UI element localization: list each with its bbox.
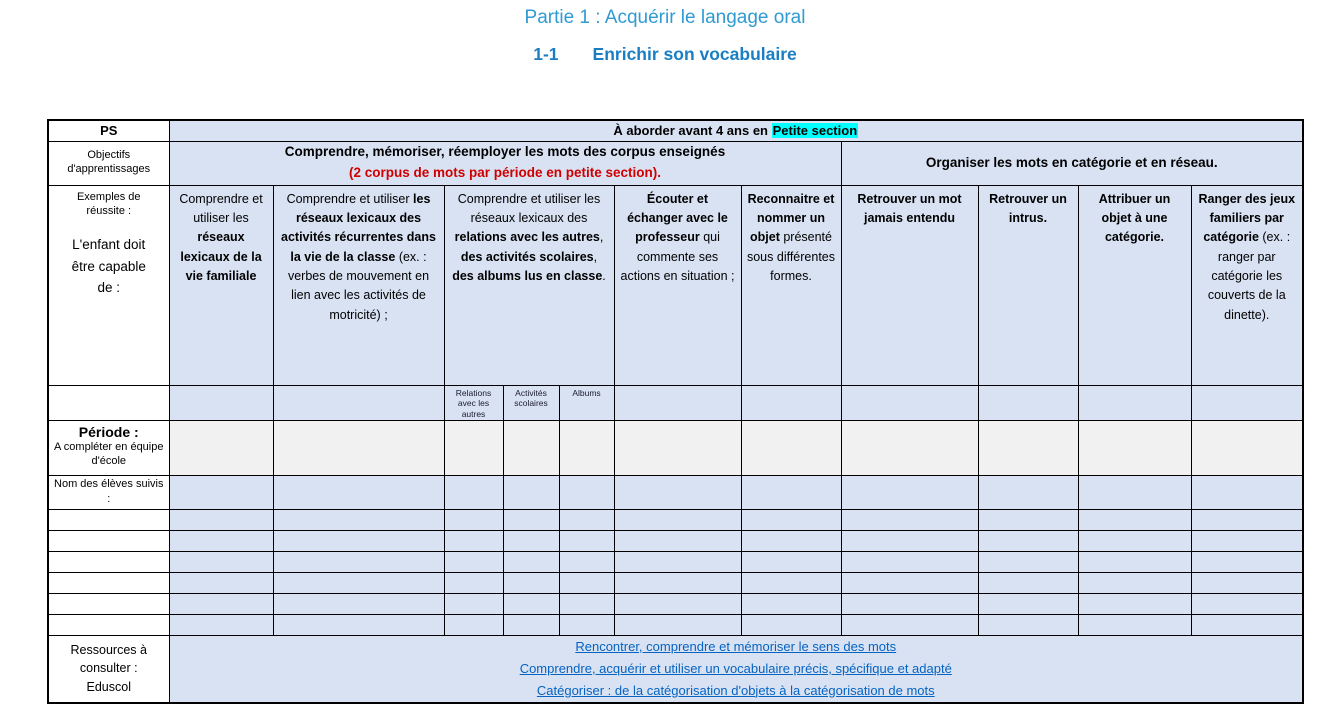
- data-input-cell[interactable]: [614, 614, 741, 635]
- data-input-cell[interactable]: [741, 530, 841, 551]
- petite-section-highlight: Petite section: [772, 123, 858, 139]
- eleves-input-cell[interactable]: [1191, 475, 1303, 509]
- data-input-cell[interactable]: [503, 530, 559, 551]
- corpus-note-red: (2 corpus de mots par période en petite section).: [348, 165, 662, 180]
- periode-label: Période :: [78, 423, 139, 440]
- periode-input-cell[interactable]: [1078, 420, 1191, 475]
- eduscol-links-cell: [169, 635, 1303, 703]
- empty-cell: [614, 385, 741, 420]
- skill-text: (ex. : verbes de mouvement en lien avec les activités de motricité) ;: [287, 249, 430, 322]
- exemples-main-label: L'enfant doit être capable de :: [71, 237, 146, 296]
- data-input-cell[interactable]: [559, 572, 614, 593]
- data-input-cell[interactable]: [978, 509, 1078, 530]
- data-row: [48, 530, 1303, 551]
- eleves-input-cell[interactable]: [503, 475, 559, 509]
- exemples-intro: Exemples de réussite :: [76, 190, 141, 217]
- eleves-input-cell[interactable]: [978, 475, 1078, 509]
- exemples-label-cell: [48, 185, 169, 385]
- empty-cell: [48, 551, 169, 572]
- skill-text-bold: des activités scolaires: [460, 249, 594, 264]
- data-input-cell[interactable]: [273, 572, 444, 593]
- empty-cell: [273, 385, 444, 420]
- subheader-albums-cell: Albums: [559, 385, 614, 420]
- data-input-cell[interactable]: [614, 509, 741, 530]
- data-row: [48, 614, 1303, 635]
- page-title: Partie 1 : Acquérir le langage oral: [524, 7, 806, 28]
- data-input-cell[interactable]: [1191, 593, 1303, 614]
- data-input-cell[interactable]: [978, 572, 1078, 593]
- periode-input-cell[interactable]: [169, 420, 273, 475]
- data-input-cell[interactable]: [559, 509, 614, 530]
- data-input-cell[interactable]: [1191, 572, 1303, 593]
- data-input-cell[interactable]: [559, 614, 614, 635]
- data-input-cell[interactable]: [741, 614, 841, 635]
- data-input-cell[interactable]: [614, 572, 741, 593]
- periode-input-cell[interactable]: [741, 420, 841, 475]
- periode-label-cell: [48, 420, 169, 475]
- data-input-cell[interactable]: [841, 551, 978, 572]
- data-row: [48, 551, 1303, 572]
- eleves-input-cell[interactable]: [169, 475, 273, 509]
- exemples-row: [48, 185, 1303, 385]
- data-input-cell[interactable]: [741, 509, 841, 530]
- skill-cell-vie-familiale: [169, 185, 273, 385]
- data-input-cell[interactable]: [503, 593, 559, 614]
- skill-text-bold: Reconnaitre et nommer un objet: [747, 191, 835, 245]
- empty-cell: [48, 572, 169, 593]
- eleves-input-cell[interactable]: [559, 475, 614, 509]
- data-input-cell[interactable]: [741, 551, 841, 572]
- data-input-cell[interactable]: [614, 593, 741, 614]
- eleves-label-cell: Nom des élèves suivis :: [48, 475, 169, 509]
- skill-text-bold: des albums lus en classe: [452, 269, 603, 283]
- corpus-header-cell: [169, 141, 841, 185]
- eduscol-link-comprendre[interactable]: Comprendre, acquérir et utiliser un vocabulaire précis, spécifique et adapté: [519, 660, 952, 676]
- data-input-cell[interactable]: [169, 572, 273, 593]
- data-row: [48, 509, 1303, 530]
- ressources-label-cell: [48, 635, 169, 703]
- skill-cell-retrouver-mot: [841, 185, 978, 385]
- skill-text: Comprendre et utiliser les réseaux lexicaux des: [457, 191, 601, 225]
- data-row: [48, 593, 1303, 614]
- skill-text-bold: Écouter et échanger avec le professeur: [627, 191, 728, 245]
- data-input-cell[interactable]: [741, 593, 841, 614]
- skill-cell-retrouver-intrus: [978, 185, 1078, 385]
- eleves-input-cell[interactable]: [1078, 475, 1191, 509]
- data-input-cell[interactable]: [503, 551, 559, 572]
- periode-input-cell[interactable]: [614, 420, 741, 475]
- data-input-cell[interactable]: [1191, 551, 1303, 572]
- data-input-cell[interactable]: [841, 572, 978, 593]
- empty-cell: [48, 385, 169, 420]
- subheader-relations-cell: Relations avec les autres: [444, 385, 503, 420]
- empty-cell: [1078, 385, 1191, 420]
- ps-cell: PS: [48, 120, 169, 141]
- eduscol-link-categoriser[interactable]: Catégoriser : de la catégorisation d'objets à la catégorisation de mots: [536, 682, 935, 698]
- skill-text: présenté sous différentes formes.: [746, 230, 836, 283]
- organiser-header-cell: Organiser les mots en catégorie et en réseau.: [841, 141, 1303, 185]
- data-input-cell[interactable]: [1078, 551, 1191, 572]
- skill-text: (ex. : ranger par catégorie les couverts de la dinette).: [1207, 230, 1291, 322]
- data-input-cell[interactable]: [503, 572, 559, 593]
- data-input-cell[interactable]: [1078, 593, 1191, 614]
- periode-input-cell[interactable]: [559, 420, 614, 475]
- data-input-cell[interactable]: [978, 551, 1078, 572]
- data-input-cell[interactable]: [978, 530, 1078, 551]
- empty-cell: [169, 385, 273, 420]
- subheader-activites-cell: Activités scolaires: [503, 385, 559, 420]
- data-input-cell[interactable]: [444, 551, 503, 572]
- data-input-cell[interactable]: [169, 530, 273, 551]
- data-input-cell[interactable]: [614, 551, 741, 572]
- skill-text: Comprendre et utiliser les: [179, 191, 263, 225]
- periode-sublabel: A compléter en équipe d'école: [54, 440, 164, 467]
- data-input-cell[interactable]: [1078, 530, 1191, 551]
- empty-cell: [1191, 385, 1303, 420]
- skill-text-bold: Ranger des jeux familiers par catégorie: [1198, 191, 1296, 245]
- data-input-cell[interactable]: [978, 593, 1078, 614]
- main-table: [47, 119, 1304, 704]
- periode-row: [48, 420, 1303, 475]
- empty-cell: [841, 385, 978, 420]
- eleves-input-cell[interactable]: [273, 475, 444, 509]
- data-input-cell[interactable]: [273, 530, 444, 551]
- skill-text: .: [602, 269, 606, 283]
- data-input-cell[interactable]: [444, 530, 503, 551]
- data-input-cell[interactable]: [559, 551, 614, 572]
- objectifs-row: [48, 141, 1303, 185]
- data-input-cell[interactable]: [444, 509, 503, 530]
- data-input-cell[interactable]: [273, 551, 444, 572]
- subtitle-text: Enrichir son vocabulaire: [592, 44, 797, 64]
- data-input-cell[interactable]: [503, 509, 559, 530]
- skill-text-bold: Attribuer un objet à une catégorie.: [1098, 191, 1171, 245]
- ressources-row: [48, 635, 1303, 703]
- periode-input-cell[interactable]: [444, 420, 503, 475]
- data-input-cell[interactable]: [169, 593, 273, 614]
- eleves-input-cell[interactable]: [444, 475, 503, 509]
- data-input-cell[interactable]: [503, 614, 559, 635]
- skill-text-bold: Retrouver un intrus.: [989, 191, 1067, 225]
- skill-cell-activites-recurrentes: [273, 185, 444, 385]
- skill-cell-relations: [444, 185, 614, 385]
- empty-cell: [48, 593, 169, 614]
- data-input-cell[interactable]: [273, 509, 444, 530]
- skill-text-bold: Retrouver un mot jamais entendu: [857, 191, 962, 225]
- objectifs-label-cell: Objectifs d'apprentissages: [48, 141, 169, 185]
- data-input-cell[interactable]: [169, 509, 273, 530]
- data-input-cell[interactable]: [559, 593, 614, 614]
- data-row: [48, 572, 1303, 593]
- data-input-cell[interactable]: [1191, 530, 1303, 551]
- skill-text: ,: [593, 249, 598, 264]
- eleves-input-cell[interactable]: [614, 475, 741, 509]
- data-input-cell[interactable]: [741, 572, 841, 593]
- periode-input-cell[interactable]: [978, 420, 1078, 475]
- data-input-cell[interactable]: [1078, 572, 1191, 593]
- skill-text: qui commente ses actions en situation ;: [620, 230, 735, 283]
- ps-row: [48, 120, 1303, 141]
- ps-banner: [169, 120, 1303, 141]
- ressources-label-line: Eduscol: [86, 680, 131, 695]
- eleves-input-cell[interactable]: [841, 475, 978, 509]
- skill-text-bold: relations avec les autres: [454, 230, 600, 245]
- skill-text: ,: [599, 230, 604, 245]
- data-input-cell[interactable]: [1191, 614, 1303, 635]
- data-input-cell[interactable]: [1078, 614, 1191, 635]
- empty-cell: [741, 385, 841, 420]
- periode-input-cell[interactable]: [503, 420, 559, 475]
- data-input-cell[interactable]: [841, 593, 978, 614]
- data-input-cell[interactable]: [559, 530, 614, 551]
- skill-cell-ranger: [1191, 185, 1303, 385]
- data-input-cell[interactable]: [273, 593, 444, 614]
- data-input-cell[interactable]: [1078, 509, 1191, 530]
- subheader-row: [48, 385, 1303, 420]
- data-input-cell[interactable]: [444, 614, 503, 635]
- data-input-cell[interactable]: [169, 551, 273, 572]
- data-input-cell[interactable]: [273, 614, 444, 635]
- periode-input-cell[interactable]: [273, 420, 444, 475]
- page-subtitle: [0, 44, 1330, 65]
- eleves-row: [48, 475, 1303, 509]
- skill-cell-ecouter: [614, 185, 741, 385]
- skill-text: Comprendre et utiliser: [286, 191, 414, 206]
- ressources-label-line: Ressources à: [70, 642, 147, 657]
- data-input-cell[interactable]: [444, 572, 503, 593]
- ps-banner-text: À aborder avant 4 ans en: [613, 123, 772, 139]
- subtitle-number: 1-1: [533, 44, 559, 64]
- empty-cell: [978, 385, 1078, 420]
- eduscol-link-rencontrer[interactable]: Rencontrer, comprendre et mémoriser le sens des mots: [575, 638, 897, 654]
- data-input-cell[interactable]: [841, 530, 978, 551]
- empty-cell: [48, 614, 169, 635]
- data-input-cell[interactable]: [1191, 509, 1303, 530]
- data-input-cell[interactable]: [978, 614, 1078, 635]
- data-input-cell[interactable]: [614, 530, 741, 551]
- eleves-input-cell[interactable]: [741, 475, 841, 509]
- periode-input-cell[interactable]: [1191, 420, 1303, 475]
- skill-text-bold: les réseaux lexicaux des activités récurrentes dans la vie de la classe: [281, 191, 436, 264]
- ressources-label-line: consulter :: [79, 661, 138, 676]
- skill-cell-reconnaitre: [741, 185, 841, 385]
- data-input-cell[interactable]: [444, 593, 503, 614]
- data-input-cell[interactable]: [169, 614, 273, 635]
- periode-input-cell[interactable]: [841, 420, 978, 475]
- corpus-title: Comprendre, mémoriser, réemployer les mots des corpus enseignés: [284, 144, 726, 160]
- skill-cell-attribuer: [1078, 185, 1191, 385]
- skill-text-bold: réseaux lexicaux de la vie familiale: [180, 230, 262, 283]
- empty-cell: [48, 509, 169, 530]
- data-input-cell[interactable]: [841, 509, 978, 530]
- empty-cell: [48, 530, 169, 551]
- data-input-cell[interactable]: [841, 614, 978, 635]
